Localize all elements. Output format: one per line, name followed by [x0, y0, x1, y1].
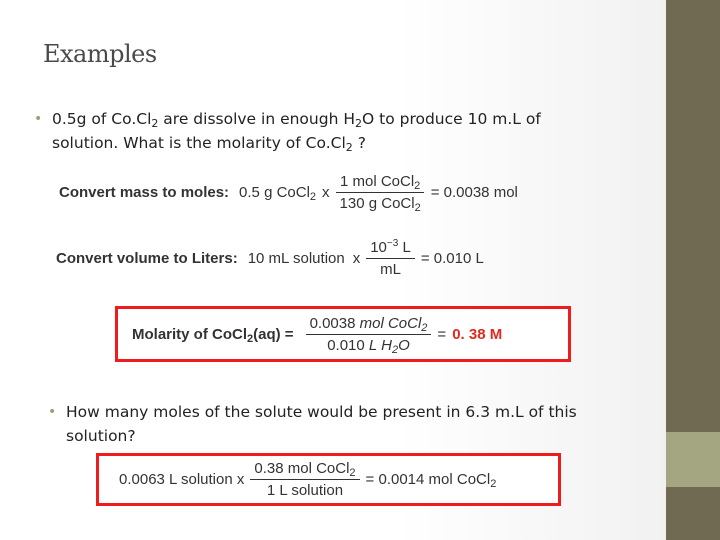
equation-mass-to-moles	[59, 173, 518, 212]
molarity-fraction	[306, 315, 432, 354]
conversion-fraction	[336, 173, 425, 212]
bullet-dot-icon: •	[34, 111, 43, 127]
fraction-numerator: 0.0038 mol CoCl$_2$	[306, 315, 432, 335]
equation-label: Molarity of CoCl$_2$(aq) =	[132, 325, 294, 345]
fraction-numerator: 0.38 mol CoCl$_2$	[250, 460, 359, 480]
equals-sign: =	[437, 325, 447, 343]
side-accent-block	[666, 432, 720, 487]
equation-volume-to-liters	[56, 238, 484, 278]
fraction-numerator: $10^{-3}$ L	[366, 238, 415, 259]
slide-title: Examples	[43, 40, 157, 68]
equation-result: = 0.010 L	[420, 249, 484, 267]
times-sign: x	[352, 249, 361, 267]
molarity-answer: 0. 38 M	[452, 325, 503, 343]
equation-result: = 0.0014 mol CoCl$_2$	[365, 471, 497, 490]
conversion-fraction	[250, 460, 359, 499]
equation-result: = 0.0038 mol	[430, 184, 518, 201]
fraction-numerator: 1 mol CoCl$_2$	[336, 173, 424, 193]
bullet-question-moles: • How many moles of the solute would be present in 6.3 m.L of this solution?	[66, 400, 626, 448]
equation-label: Convert mass to moles:	[59, 184, 230, 201]
fraction-denominator: 0.010 L $H_2O$	[327, 336, 410, 356]
moles-answer-box	[96, 453, 561, 506]
bullet-question-molarity: • 0.5g of $Co.Cl_2$ are dissolve in enough $H_2O$ to produce 10 m.L of solution. What is the molarity of $Co.Cl_2$ ?	[52, 107, 572, 155]
fraction-denominator: 130 g CoCl$_2$	[339, 195, 421, 214]
equation-molarity	[132, 315, 502, 354]
fraction-denominator: mL	[380, 261, 401, 278]
molarity-answer-box	[115, 306, 571, 362]
equation-label: Convert volume to Liters:	[56, 249, 238, 267]
conversion-fraction	[366, 238, 415, 278]
bullet-dot-icon: •	[48, 404, 57, 420]
equation-moles-solute	[119, 460, 496, 499]
times-sign: x	[322, 184, 330, 201]
equation-left-term: 0.0063 L solution x	[119, 471, 245, 488]
fraction-denominator: 1 L solution	[266, 482, 344, 499]
equation-left-term: 0.5 g CoCl$_2$	[239, 184, 317, 203]
equation-left-term: 10 mL solution	[247, 249, 345, 267]
